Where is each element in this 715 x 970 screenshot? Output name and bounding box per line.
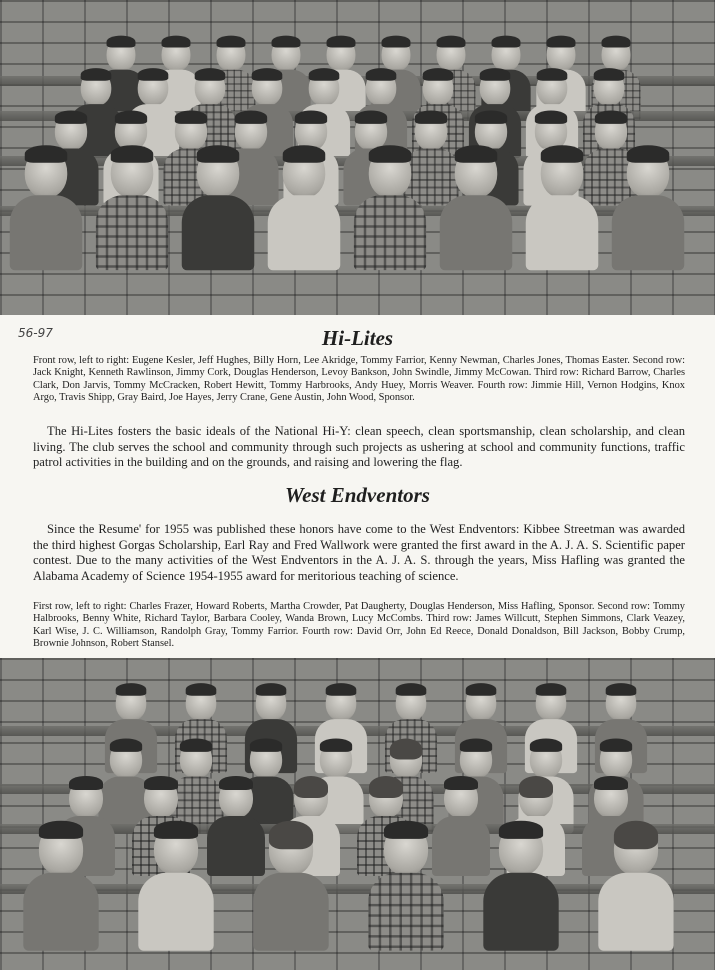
student-figure: [210, 778, 262, 876]
student-figure: [435, 778, 487, 876]
student-figure: [616, 148, 681, 271]
student-figure: [444, 148, 509, 271]
student-figure: [487, 823, 555, 950]
student-figure: [186, 148, 251, 271]
student-figure: [14, 148, 79, 271]
student-figure: [27, 823, 95, 950]
hilites-group-photo: [0, 0, 715, 315]
west-endventors-description: Since the Resume' for 1955 was published these honors have come to the West Endventors: Kibbee Streetman was awarded the third highest Gorgas Scholarship, Earl Ray and Fred Wallwork were granted the first award in the A. J. A. S. Scientific paper contest. Due to the many activities of the West Endventors in the A. J. A. S. through the years, Miss Hafling was granted the Alabama Academy of Science 1954-1955 award for meritorious teaching of science.: [33, 522, 685, 583]
student-figure: [372, 823, 440, 950]
west-endventors-title: West Endventors: [285, 483, 430, 507]
student-figure: [602, 823, 670, 950]
student-figure: [257, 823, 325, 950]
student-figure: [530, 148, 595, 271]
handwritten-note: 56-97: [18, 326, 53, 340]
west-endventors-group-photo: [0, 658, 715, 970]
west-endventors-caption: First row, left to right: Charles Frazer, Howard Roberts, Martha Crowder, Pat Daugherty, Douglas Henderson, Miss Hafling, Sponsor. Second row: Tommy Halbrooks, Benny White, Richard Taylor, Barbara Cooley, Wanda Brown, Lucy McCombs. Third row: James Willcutt, Stephen Simmons, Clark Veazey, Karl Wise, J. C. Williamson, Randolph Gray, Tommy Farrior. Fourth row: David Orr, John Ed Reece, Donald Donaldson, Bill Jackson, Bobby Crump, Brownie Johnson, Robert Stansel.: [33, 601, 685, 650]
student-figure: [142, 823, 210, 950]
student-figure: [272, 148, 337, 271]
hilites-description: The Hi-Lites fosters the basic ideals of the National Hi-Y: clean speech, clean sportsmanship, clean scholarship, and clean living. The club serves the school and community through such projects as ushering at school and community functions, traffic patrol activities in the building and on the grounds, and raising and lowering the flag.: [33, 424, 685, 470]
student-figure: [100, 148, 165, 271]
hilites-title: Hi-Lites: [321, 326, 394, 350]
student-figure: [358, 148, 423, 271]
hilites-caption: Front row, left to right: Eugene Kesler, Jeff Hughes, Billy Horn, Lee Akridge, Tommy Farrior, Kenny Newman, Charles Jones, Thomas Easter. Second row: Jack Knight, Kenneth Rawlinson, Jimmy Cork, Douglas Henderson, Levoy Bankson, John Swindle, Jimmy McCowan. Third row: Richard Barrow, Charles Clark, Don Jarvis, Tommy McCracken, Robert Hewitt, Tommy Harbrooks, Andy Huey, Morris Weaver. Fourth row: Jimmie Hill, Vernon Hodgins, Knox Argo, Travis Shipp, Gray Baird, Joe Hayes, Jerry Crane, Gene Austin, John Wood, Sponsor.: [33, 355, 685, 404]
